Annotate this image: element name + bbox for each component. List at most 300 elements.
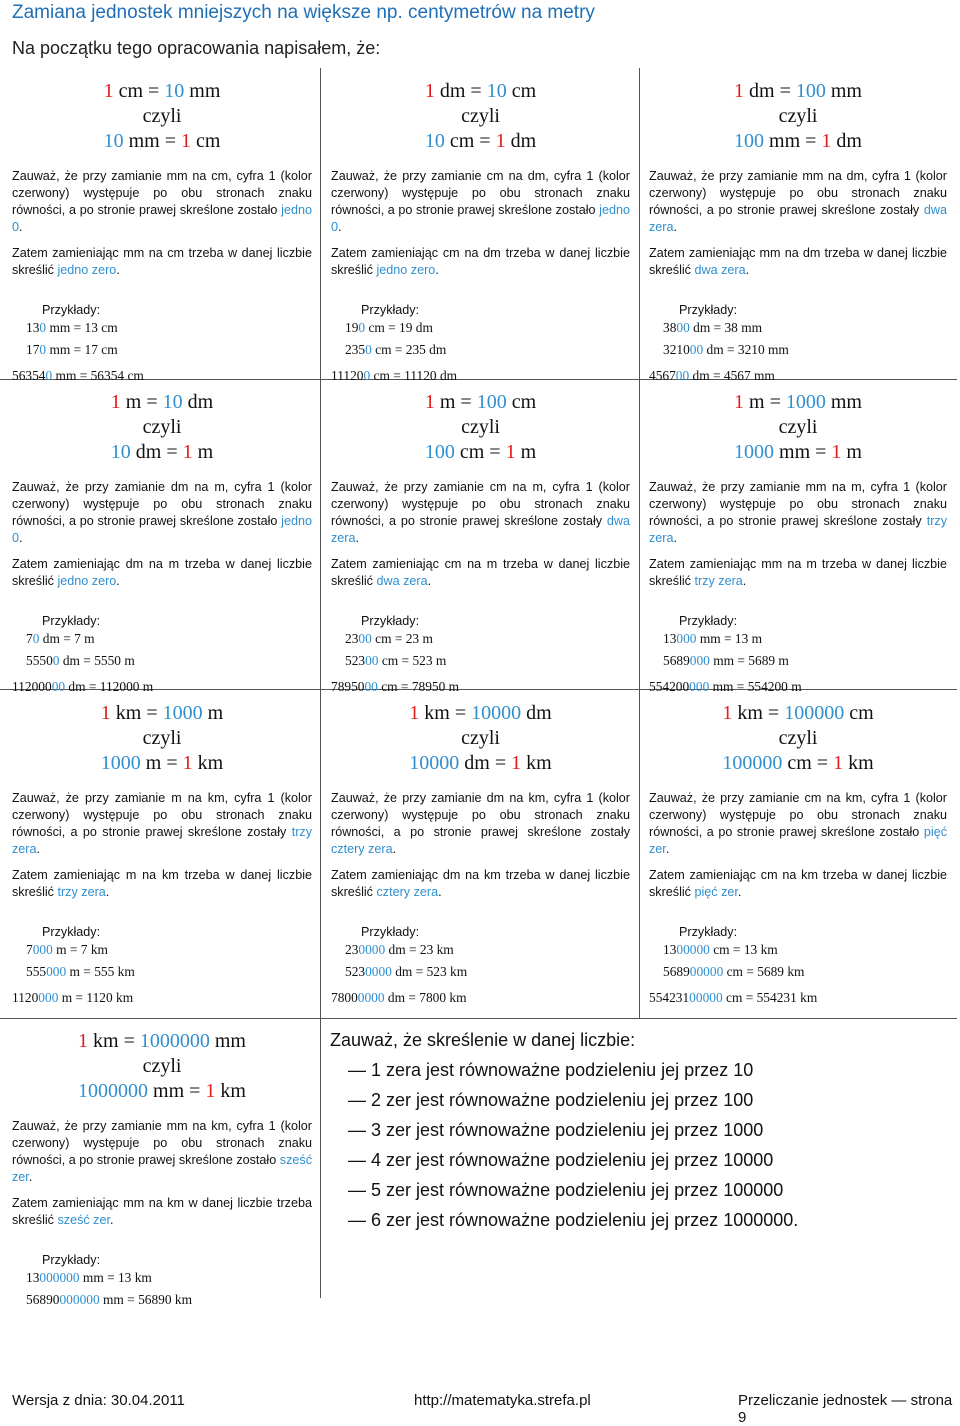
example-line [345, 650, 630, 672]
example-part: dm = 523 km [391, 964, 468, 979]
rule-text: Zatem zamieniając cm na m trzeba w danej liczbie skreślić [331, 557, 630, 588]
example-part: 13 [663, 631, 677, 646]
example-part: 17 [26, 342, 40, 357]
czyli-label: czyli [142, 416, 182, 438]
example-part: 523 [345, 653, 366, 668]
rule-text: dwa zera [694, 263, 746, 277]
example-part: mm = 17 cm [46, 342, 118, 357]
rule-text: sześć zer [57, 1213, 110, 1227]
czyli-label: czyli [461, 727, 500, 749]
note-item: — 4 zer jest równoważne podzieleniu jej przez 10000 [348, 1150, 774, 1170]
explanation-text: Zauważ, że przy zamianie m na km, cyfra 1 (kolor czerwony) występuje po obu stronach znaku równości, a po stronie prawej skreślone zostały [12, 791, 312, 839]
equation-part: 1 [103, 80, 114, 102]
example-part: 5689 [663, 653, 690, 668]
rule-paragraph [331, 556, 630, 590]
example-part: 235 [345, 342, 366, 357]
equation-inverse [12, 751, 312, 776]
example-part: cm = 554231 km [722, 990, 818, 1005]
equation-part: km [521, 752, 552, 774]
explanation-paragraph [12, 1118, 312, 1186]
equation-part: 1 [495, 130, 506, 152]
example-part: 0 [39, 342, 47, 357]
rule-text: Zatem zamieniając m na km trzeba w danej liczbie skreślić [12, 868, 312, 899]
rule-text: jedno zero [57, 574, 117, 588]
equation-part: m = [434, 391, 477, 413]
example-part: 000 [689, 653, 710, 668]
example-line [663, 961, 947, 983]
equation-part: mm [184, 80, 221, 102]
explanation-text: . [36, 842, 40, 856]
rule-text: Zatem zamieniając dm na m trzeba w danej liczbie skreślić [12, 557, 312, 588]
example-part: 7 [26, 631, 33, 646]
rule-text: . [737, 885, 742, 899]
explanation-paragraph [649, 790, 947, 858]
example-part: 00 [676, 320, 690, 335]
equation-part: m = [744, 391, 786, 413]
explanation-text: Zauważ, że przy zamianie dm na m, cyfra 1 (kolor czerwony) występuje po obu stronach znaku równości, a po stronie prawej skreślone zostało [12, 480, 312, 528]
equation-part: 1 [100, 702, 111, 724]
rule-text: dwa zera [376, 574, 428, 588]
explanation-text: dwa zera [331, 514, 630, 545]
equation-inverse [331, 751, 630, 776]
rule-text: Zatem zamieniając mm na dm trzeba w danej liczbie skreślić [649, 246, 947, 277]
example-part: 00 [364, 679, 378, 694]
equation-part: km [215, 1080, 246, 1102]
equation-part: cm [506, 391, 537, 413]
example-part: dm = 4567 mm [689, 368, 775, 383]
rule-text: Zatem zamieniając mm na km w danej liczbie trzeba skreślić [12, 1196, 312, 1227]
examples-label: Przykłady: [42, 614, 101, 628]
rule-text: Zatem zamieniając mm na m trzeba w danej liczbie skreślić [649, 557, 947, 588]
equation-part: 1000 [162, 702, 203, 724]
equation-part: 1 [424, 80, 435, 102]
conversion-cell-m-cm [331, 390, 630, 698]
rule-text: . [438, 885, 442, 899]
czyli-label: czyli [461, 416, 500, 438]
rule-text: Zatem zamieniając cm na km trzeba w danej liczbie skreślić [649, 868, 947, 899]
equation-part: m [192, 441, 214, 463]
conversion-cell-km-cm [649, 701, 947, 1009]
example-part: 78950 [331, 679, 365, 694]
equation-part: 100000 [784, 702, 845, 724]
example-line [663, 628, 947, 650]
intro-text: Na początku tego opracowania napisałem, że: [12, 38, 381, 58]
example-part: 555 [26, 964, 47, 979]
example-line [26, 939, 312, 961]
explanation-text: . [673, 531, 677, 545]
czyli-label: czyli [778, 416, 818, 438]
example-line [649, 365, 947, 387]
rule-text: Zatem zamieniając mm na cm trzeba w danej liczbie skreślić [12, 246, 312, 277]
equation-main [12, 390, 312, 415]
example-line [331, 676, 630, 698]
example-part: 0 [52, 653, 60, 668]
explanation-text: jedno 0 [331, 203, 630, 234]
example-part: 0 [363, 368, 371, 383]
explanation-text: trzy zera [649, 514, 947, 545]
equation-part: m [515, 441, 537, 463]
equation-part: 100 [476, 391, 507, 413]
example-part: 000 [38, 990, 59, 1005]
equation-main [649, 79, 947, 104]
footer-url[interactable]: http://matematyka.strefa.pl [414, 1392, 591, 1409]
equation-part: mm = [148, 1080, 206, 1102]
equation-part: cm [190, 130, 221, 152]
example-line [663, 317, 947, 339]
note-item: — 3 zer jest równoważne podzieleniu jej przez 1000 [348, 1120, 764, 1140]
conversion-cell-km-m [12, 701, 312, 1009]
czyli-label: czyli [142, 1055, 182, 1077]
example-part: 56354 [12, 368, 46, 383]
example-part: mm = 5689 m [709, 653, 789, 668]
rule-text: cztery zera [376, 885, 439, 899]
rule-text: . [745, 263, 750, 277]
example-line [331, 365, 630, 387]
conversion-cell-km-dm [331, 701, 630, 1009]
equation-part: 10000 [471, 702, 522, 724]
example-part: 5550 [26, 653, 53, 668]
conversion-cell-km-mm [12, 1029, 312, 1311]
example-part: 0 [45, 368, 53, 383]
equation-part: 10 [486, 80, 507, 102]
explanation-paragraph [12, 790, 312, 858]
example-line [26, 1267, 312, 1289]
equation-main [331, 390, 630, 415]
equation-main [649, 390, 947, 415]
explanation-text: cztery zera [331, 842, 393, 856]
rule-paragraph [12, 245, 312, 279]
rule-text: . [109, 1213, 114, 1227]
equation-part: mm [209, 1030, 246, 1052]
explanation-text: Zauważ, że przy zamianie cm na dm, cyfra 1 (kolor czerwony) występuje po obu stronach znaku równości, a po stronie prawej skreślone zostało [331, 169, 630, 217]
example-part: 38 [663, 320, 677, 335]
example-part: 000 [46, 964, 67, 979]
example-part: 00 [365, 653, 379, 668]
explanation-text: . [665, 842, 670, 856]
equation-part: mm = [774, 441, 832, 463]
example-line [26, 317, 312, 339]
explanation-text: . [338, 220, 342, 234]
divider-vertical-2 [639, 68, 640, 1018]
equation-part: 10 [103, 130, 124, 152]
example-part: 000 [676, 631, 697, 646]
example-part: 7800 [331, 990, 358, 1005]
equation-part: 1000 [100, 752, 141, 774]
equation-part: 1 [505, 441, 516, 463]
example-line [649, 676, 947, 698]
example-part: dm = 5550 m [59, 653, 135, 668]
explanation-text: . [19, 531, 23, 545]
equation-part: 10 [162, 391, 183, 413]
explanation-text: Zauważ, że przy zamianie cm na m, cyfra 1 (kolor czerwony) występuje po obu stronach znaku równości, a po stronie prawej skreślone zostały [331, 480, 630, 528]
example-part: 0000 [358, 942, 386, 957]
rule-text: jedno zero [376, 263, 436, 277]
equation-part: 1 [734, 391, 745, 413]
equation-part: km = [732, 702, 785, 724]
example-line [26, 961, 312, 983]
equation-part: 1 [424, 391, 435, 413]
rule-text: . [435, 263, 439, 277]
rule-text: trzy zera [57, 885, 106, 899]
example-part: 00000 [676, 942, 710, 957]
examples-label: Przykłady: [679, 925, 738, 939]
explanation-paragraph [331, 479, 630, 547]
example-part: mm = 56354 cm [52, 368, 144, 383]
example-part: 23 [345, 631, 359, 646]
explanation-text: Zauważ, że przy zamianie dm na km, cyfra 1 (kolor czerwony) występuje po obu stronach znaku równości, a po stronie prawej skreślone zostały [331, 791, 630, 839]
equation-part: km = [419, 702, 472, 724]
note-heading: Zauważ, że skreślenie w danej liczbie: [330, 1030, 636, 1050]
example-line [345, 939, 630, 961]
rule-paragraph [649, 867, 947, 901]
examples-label: Przykłady: [361, 303, 420, 317]
equation-inverse [649, 440, 947, 465]
equation-part: cm [506, 80, 537, 102]
equation-part: m [841, 441, 862, 463]
equation-part: dm [521, 702, 552, 724]
example-part: 0000 [357, 990, 385, 1005]
equation-part: 100 [795, 80, 826, 102]
equation-part: dm [182, 391, 214, 413]
equation-part: 1 [722, 702, 733, 724]
explanation-text: Zauważ, że przy zamianie mm na km, cyfra 1 (kolor czerwony) występuje po obu stronach znaku równości, a po stronie prawej skreślone zostało [12, 1119, 312, 1167]
note-item: — 2 zer jest równoważne podzieleniu jej przez 100 [348, 1090, 754, 1110]
equation-inverse [649, 129, 947, 154]
example-part: 112000 [12, 679, 52, 694]
rule-text: . [116, 574, 120, 588]
example-part: 0000 [365, 964, 392, 979]
equation-part: dm [505, 130, 537, 152]
equation-part: dm = [130, 441, 183, 463]
explanation-paragraph [12, 168, 312, 236]
equation-part: 1 [180, 130, 191, 152]
example-part: 4567 [649, 368, 676, 383]
equation-part: 1 [511, 752, 522, 774]
explanation-text: Zauważ, że przy zamianie mm na m, cyfra 1 (kolor czerwony) występuje po obu stronach znaku równości, a po stronie prawej skreślone zostały [649, 480, 947, 528]
equation-part: mm = [123, 130, 181, 152]
example-part: m = 7 km [52, 942, 108, 957]
rule-text: Zatem zamieniając dm na km trzeba w danej liczbie skreślić [331, 868, 630, 899]
equation-part: cm [844, 702, 874, 724]
example-part: 00 [51, 679, 66, 694]
example-part: mm = 13 km [79, 1270, 152, 1285]
example-part: 000 [689, 679, 710, 694]
explanation-text: pięć zer [649, 825, 947, 856]
equation-part: 1000000 [139, 1030, 210, 1052]
example-part: mm = 13 cm [46, 320, 118, 335]
example-part: 000 [32, 942, 53, 957]
examples-label: Przykłady: [42, 303, 101, 317]
example-part: 00000 [689, 990, 723, 1005]
example-part: dm = 23 km [385, 942, 454, 957]
rule-text: jedno zero [57, 263, 117, 277]
czyli-label: czyli [142, 105, 182, 127]
equation-part: 1000 [785, 391, 826, 413]
equation-inverse [331, 440, 630, 465]
example-part: cm = 11120 dm [370, 368, 458, 383]
example-line [345, 339, 630, 361]
examples-label: Przykłady: [42, 1253, 101, 1267]
explanation-text: jedno 0 [12, 203, 312, 234]
equation-part: 1000000 [78, 1080, 149, 1102]
explanation-text: trzy zera [12, 825, 312, 856]
rule-text: Zatem zamieniając cm na dm trzeba w danej liczbie skreślić [331, 246, 630, 277]
equation-part: dm = [744, 80, 796, 102]
example-line [26, 628, 312, 650]
equation-part: m = [140, 752, 183, 774]
equation-part: 10 [110, 441, 131, 463]
rule-paragraph [12, 867, 312, 901]
equation-part: cm = [113, 80, 165, 102]
equation-part: mm [825, 80, 862, 102]
example-part: dm = 38 mm [689, 320, 763, 335]
example-line [26, 339, 312, 361]
equation-part: 100000 [722, 752, 783, 774]
equation-inverse [649, 751, 947, 776]
example-line [649, 987, 947, 1009]
footer-version: Wersja z dnia: 30.04.2011 [12, 1392, 185, 1409]
equation-part: cm = [782, 752, 834, 774]
equation-inverse [12, 1079, 312, 1104]
example-part: 00000 [689, 964, 724, 979]
explanation-paragraph [331, 168, 630, 236]
example-part: cm = 23 m [371, 631, 433, 646]
rule-paragraph [331, 245, 630, 279]
example-part: 0 [358, 320, 366, 335]
example-part: 0 [365, 342, 372, 357]
equation-part: dm = [434, 80, 487, 102]
equation-part: m [202, 702, 224, 724]
equation-main [331, 79, 630, 104]
example-line [663, 339, 947, 361]
equation-inverse [331, 129, 630, 154]
example-part: dm = 112000 m [65, 679, 154, 694]
rule-paragraph [331, 867, 630, 901]
explanation-paragraph [12, 479, 312, 547]
example-part: cm = 13 km [709, 942, 778, 957]
divider-horizontal-3 [0, 1018, 957, 1019]
example-part: 5689 [663, 964, 690, 979]
conversion-cell-dm-cm [331, 79, 630, 387]
example-line [345, 961, 630, 983]
equation-inverse [12, 440, 312, 465]
rule-text: . [742, 574, 747, 588]
rule-text: . [105, 885, 110, 899]
example-part: 00 [675, 368, 690, 383]
example-part: m = 555 km [66, 964, 135, 979]
equation-part: 100 [734, 130, 765, 152]
equation-part: 100 [424, 441, 455, 463]
examples-label: Przykłady: [361, 925, 420, 939]
footer-page: Przeliczanie jednostek — strona 9 [738, 1392, 953, 1426]
explanation-paragraph [649, 479, 947, 547]
explanation-text: . [392, 842, 397, 856]
equation-part: km [192, 752, 224, 774]
equation-part: dm [831, 130, 862, 152]
example-part: dm = 3210 mm [703, 342, 789, 357]
equation-part: m = [120, 391, 163, 413]
example-part: mm = 56890 km [99, 1292, 193, 1307]
explanation-text: sześć zer [12, 1153, 312, 1184]
example-part: 554200 [649, 679, 690, 694]
example-part: 11120 [331, 368, 364, 383]
example-part: cm = 5689 km [723, 964, 805, 979]
conversion-cell-m-mm [649, 390, 947, 698]
example-part: 23 [345, 942, 359, 957]
example-part: 0 [32, 631, 40, 646]
explanation-text: Zauważ, że przy zamianie mm na dm, cyfra 1 (kolor czerwony) występuje po obu stronach znaku równości, a po stronie prawej skreślone zostały [649, 169, 947, 217]
equation-part: 1 [831, 441, 842, 463]
rule-text: pięć zer [694, 885, 738, 899]
example-line [12, 676, 312, 698]
example-part: mm = 554200 m [709, 679, 802, 694]
explanation-text: . [19, 220, 23, 234]
example-part: dm = 7800 km [384, 990, 467, 1005]
equation-main [331, 701, 630, 726]
rule-paragraph [12, 556, 312, 590]
explanation-text: Zauważ, że przy zamianie cm na km, cyfra 1 (kolor czerwony) występuje po obu stronach znaku równości, a po stronie prawej skreślone zostało [649, 791, 947, 839]
equation-main [12, 79, 312, 104]
example-line [331, 987, 630, 1009]
summary-note [330, 1030, 798, 1231]
equation-part: 1 [182, 441, 193, 463]
rule-paragraph [649, 245, 947, 279]
explanation-paragraph [331, 790, 630, 858]
explanation-text: . [673, 220, 677, 234]
czyli-label: czyli [778, 105, 818, 127]
czyli-label: czyli [778, 727, 818, 749]
conversion-cell-m-dm [12, 390, 312, 698]
example-part: 0 [39, 320, 47, 335]
example-part: m = 1120 km [58, 990, 134, 1005]
example-part: 13 [26, 1270, 40, 1285]
examples-label: Przykłady: [42, 925, 101, 939]
equation-main [12, 1029, 312, 1054]
example-part: 00 [689, 342, 704, 357]
czyli-label: czyli [142, 727, 182, 749]
equation-part: km [843, 752, 874, 774]
rule-paragraph [12, 1195, 312, 1229]
examples-label: Przykłady: [679, 303, 738, 317]
equation-part: 1 [182, 752, 193, 774]
equation-main [649, 701, 947, 726]
equation-part: 10 [424, 130, 445, 152]
example-part: 000000 [39, 1270, 80, 1285]
example-line [345, 317, 630, 339]
examples-label: Przykłady: [361, 614, 420, 628]
explanation-text: dwa zera [649, 203, 947, 234]
example-part: 13 [663, 942, 677, 957]
explanation-text: jedno 0 [12, 514, 312, 545]
example-line [26, 1289, 312, 1311]
note-item: — 6 zer jest równoważne podzieleniu jej przez 1000000. [348, 1210, 799, 1230]
example-part: 523 [345, 964, 366, 979]
rule-text: trzy zera [694, 574, 743, 588]
example-part: cm = 523 m [378, 653, 447, 668]
equation-main [12, 701, 312, 726]
example-part: 554231 [649, 990, 690, 1005]
equation-inverse [12, 129, 312, 154]
example-part: cm = 19 dm [365, 320, 433, 335]
example-part: mm = 13 m [696, 631, 763, 646]
rule-text: . [427, 574, 432, 588]
example-line [26, 650, 312, 672]
equation-part: 1 [833, 752, 844, 774]
explanation-text: . [28, 1170, 33, 1184]
equation-part: 1 [734, 80, 745, 102]
note-item: — 1 zera jest równoważne podzieleniu jej przez 10 [348, 1060, 754, 1080]
example-part: 3210 [663, 342, 690, 357]
